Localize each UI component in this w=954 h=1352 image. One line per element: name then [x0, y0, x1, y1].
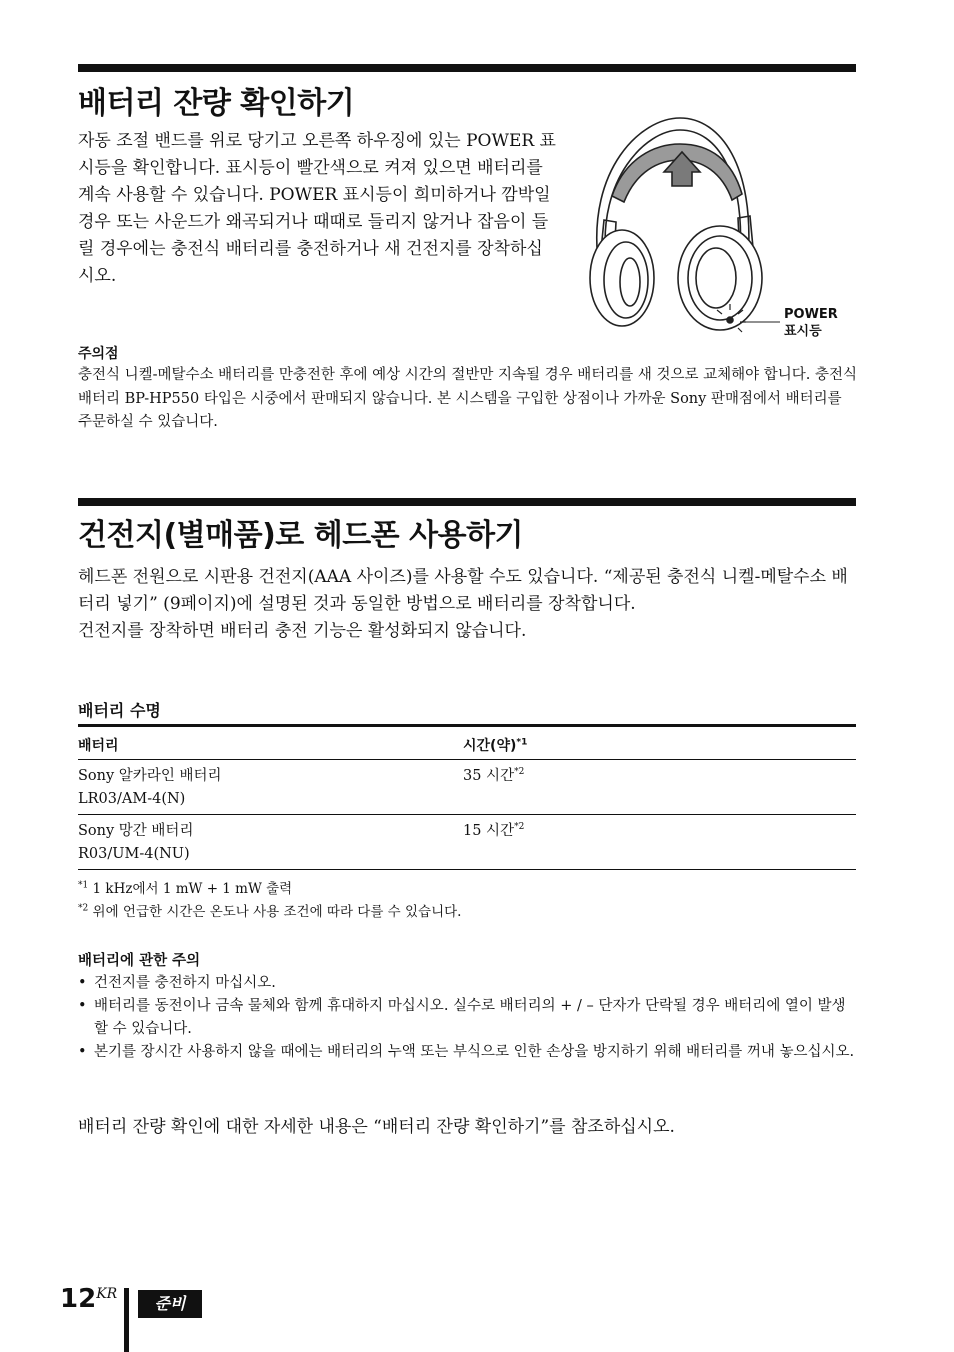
battery-life-table: [78, 724, 856, 870]
row-time-mark: *2: [514, 767, 525, 778]
row-battery-model: R03/UM-4(NU): [78, 846, 190, 862]
row-time-mark: *2: [514, 822, 525, 833]
table-header-row: [78, 726, 856, 760]
section-rule-1: [78, 64, 856, 72]
row-time-cell: [463, 760, 856, 815]
headphone-illustration: [570, 110, 780, 340]
row-time: 35 시간: [463, 768, 515, 784]
row-battery-model: LR03/AM-4(N): [78, 791, 186, 807]
power-label-line1: POWER: [784, 307, 838, 322]
header-battery: 배터리: [78, 726, 463, 760]
list-item: • 배터리를 동전이나 금속 물체와 함께 휴대하지 마십시오. 실수로 배터리의 + / – 단자가 단락될 경우 배터리에 열이 발생할 수 있습니다.: [78, 995, 858, 1041]
footnote-mark: *2: [78, 903, 89, 914]
footnote: [78, 901, 858, 924]
note-body: 충전식 니켈-메탈수소 배터리를 만충전한 후에 예상 시간의 절반만 지속될 경우 배터리를 새 것으로 교체해야 합니다. 충전식 배터리 BP-HP550 타입은 시중에서 판매되지 않습니다. 본 시스템을 구입한 상점이나 가까운 Sony 판매점에서 배터리를 주문하실 수 있습니다.: [78, 367, 857, 430]
footnote-mark: *1: [78, 880, 89, 891]
footnote-text: 1 kHz에서 1 mW + 1 mW 출력: [88, 881, 293, 897]
table-row: [78, 815, 856, 870]
battery-cautions: [78, 950, 858, 1064]
header-time-mark: *1: [516, 737, 528, 748]
section-tab: 준비: [138, 1290, 202, 1318]
footnote-text: 위에 언급한 시간은 온도나 사용 조건에 따라 다를 수 있습니다.: [88, 904, 462, 920]
power-label-line2: 표시등: [784, 324, 822, 339]
page-number-suffix: KR: [96, 1286, 118, 1302]
caution-list: [78, 972, 858, 1064]
header-time: [463, 726, 856, 760]
row-battery-name: Sony 망간 배터리: [78, 823, 194, 839]
intro-text: 자동 조절 밴드를 위로 당기고 오른쪽 하우징에 있는 POWER 표시등을 확인합니다. 표시등이 빨간색으로 켜져 있으면 배터리를 계속 사용할 수 있습니다. POWER 표시등이 희미하거나 깜박일 경우 또는 사운드가 왜곡되거나 때때로 들리지 않거나 잡음이 들릴 경우에는 충전식 배터리를 충전하거나 새 건전지를 장착하십시오.: [78, 131, 556, 286]
header-time-text: 시간(약): [463, 738, 517, 754]
page-number: [60, 1284, 117, 1314]
note-block: [78, 344, 858, 435]
dry-battery-para1: 헤드폰 전원으로 시판용 건전지(AAA 사이즈)를 사용할 수도 있습니다. “제공된 충전식 니켈-메탈수소 배터리 넣기” (9페이지)에 설명된 것과 동일한 방법으로 배터리를 장착합니다.: [78, 567, 848, 614]
intro-paragraph: [78, 128, 556, 290]
battery-life-title: 배터리 수명: [78, 701, 161, 720]
dry-battery-para2: 건전지를 장착하면 배터리 충전 기능은 활성화되지 않습니다.: [78, 621, 527, 641]
row-time: 15 시간: [463, 823, 515, 839]
list-item: • 건전지를 충전하지 마십시오.: [78, 972, 858, 995]
power-indicator-label: [784, 306, 838, 340]
row-time-cell: [463, 815, 856, 870]
list-item: • 본기를 장시간 사용하지 않을 때에는 배터리의 누액 또는 부식으로 인한 손상을 방지하기 위해 배터리를 꺼내 놓으십시오.: [78, 1041, 858, 1064]
footnote: [78, 878, 858, 901]
section-rule-2: [78, 498, 856, 506]
row-battery-name: Sony 알카라인 배터리: [78, 768, 222, 784]
see-also-paragraph: [78, 1114, 858, 1141]
page-number-value: 12: [60, 1284, 97, 1314]
see-also-text: 배터리 잔량 확인에 대한 자세한 내용은 “배터리 잔량 확인하기”를 참조하십시오.: [78, 1117, 675, 1137]
section-title-battery-check: 배터리 잔량 확인하기: [78, 86, 355, 121]
footnotes: [78, 878, 858, 924]
caution-title: 배터리에 관한 주의: [78, 953, 201, 969]
row-battery-cell: [78, 760, 463, 815]
note-title: 주의점: [78, 346, 119, 362]
footer-divider: [124, 1288, 129, 1352]
section-title-dry-battery: 건전지(별매품)로 헤드폰 사용하기: [78, 518, 524, 553]
dry-battery-paragraphs: [78, 564, 858, 645]
row-battery-cell: [78, 815, 463, 870]
table-row: [78, 760, 856, 815]
